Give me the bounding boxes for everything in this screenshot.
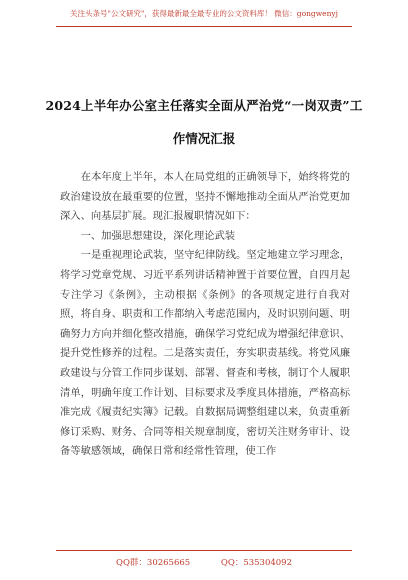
footer-qq-group: QQ群：30265665 bbox=[115, 558, 191, 568]
footer-divider bbox=[56, 550, 352, 551]
footer-qq: QQ：535304092 bbox=[220, 558, 292, 568]
document-body bbox=[60, 168, 350, 462]
header-banner: 关注头条号"公文研究"，获得最新最全最专业的公文资料库！ 微信：gongwenyj bbox=[70, 9, 338, 18]
section-heading: 一、加强思想建设，深化理论武装 bbox=[80, 229, 236, 242]
document-title: 2024上半年办公室主任落实全面从严治党“一岗双责”工 bbox=[45, 98, 363, 113]
header-divider bbox=[56, 26, 352, 27]
section-body-paragraph: 一是重视理论武装，坚守纪律防线。坚定地建立学习理念，将学习党章党规、习近平系列讲话精神置于首要位置，自四月起专注学习《条例》，主动根据《条例》的各项规定进行自我对照，将自身、职责和工作都纳入考虑范围内，及时识别问题、明确努力方向并细化整改措施，确保学习党纪成为增强纪律意识、提升党性修养的过程。二是落实责任，夯实职责基线。将党风廉政建设与分管工作同步谋划、部署、督查和考核，制订个人履职清单，明确年度工作计划、目标要求及季度具体措施，严格高标准完成《履责纪实簿》记载。自数据局调整组建以来，负责重新修订采购、财务、合同等相关规章制度，密切关注财务审计、设备等敏感领域，确保日常和经常性管理，使工作 bbox=[60, 249, 350, 458]
footer-contact bbox=[0, 556, 408, 568]
intro-paragraph: 在本年度上半年，本人在局党组的正确领导下，始终将党的政治建设放在最重要的位置，坚持不懈地推动全面从严治党更加深入、向基层扩展。现汇报履职情况如下： bbox=[60, 171, 350, 223]
document-title-continuation: 作情况汇报 bbox=[172, 131, 236, 146]
